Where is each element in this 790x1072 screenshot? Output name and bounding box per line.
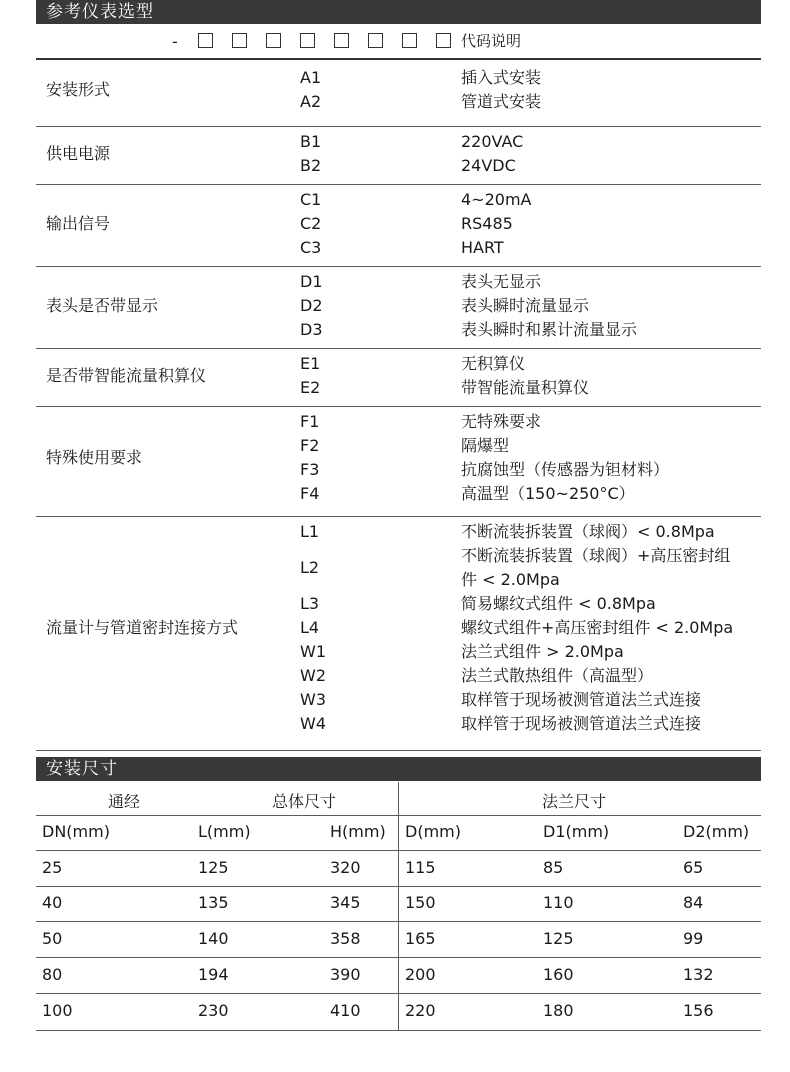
table-cell: 85 <box>543 858 564 877</box>
table-cell: 40 <box>42 893 63 912</box>
option-code: L3 <box>300 594 320 613</box>
option-description: 抗腐蚀型（传感器为钽材料） <box>461 460 670 479</box>
option-description: 法兰式散热组件（高温型） <box>461 666 654 685</box>
column-header: H(mm) <box>330 822 386 841</box>
option-code: L2 <box>300 558 320 577</box>
code-box <box>402 33 417 48</box>
option-code: W1 <box>300 642 326 661</box>
option-code: C3 <box>300 238 322 257</box>
option-description: 带智能流量积算仪 <box>461 378 590 397</box>
option-description: 隔爆型 <box>461 436 510 455</box>
group-divider <box>36 516 761 517</box>
code-header-label: 代码说明 <box>461 32 522 50</box>
table-cell: 200 <box>405 965 436 984</box>
option-description: 不断流装拆装置（球阀）< 0.8Mpa <box>461 522 715 541</box>
option-description: 不断流装拆装置（球阀）+高压密封组 <box>461 546 731 565</box>
table-cell: 65 <box>683 858 704 877</box>
table-cell: 390 <box>330 965 361 984</box>
table-cell: 50 <box>42 929 63 948</box>
option-code: B2 <box>300 156 322 175</box>
option-code: A1 <box>300 68 322 87</box>
option-description: 法兰式组件 > 2.0Mpa <box>461 642 624 661</box>
table-cell: 115 <box>405 858 436 877</box>
option-description: 取样管于现场被测管道法兰式连接 <box>461 690 702 709</box>
table-cell: 156 <box>683 1001 714 1020</box>
group-divider <box>36 126 761 127</box>
table-cell: 220 <box>405 1001 436 1020</box>
table-cell: 140 <box>198 929 229 948</box>
option-description: 简易螺纹式组件 < 0.8Mpa <box>461 594 656 613</box>
group-divider <box>36 348 761 349</box>
option-description: 220VAC <box>461 132 524 151</box>
table-cell: 80 <box>42 965 63 984</box>
code-box <box>232 33 247 48</box>
option-description: 取样管于现场被测管道法兰式连接 <box>461 714 702 733</box>
code-box <box>300 33 315 48</box>
column-header: DN(mm) <box>42 822 110 841</box>
table-cell: 84 <box>683 893 704 912</box>
option-description: 插入式安装 <box>461 68 542 87</box>
option-description: 4~20mA <box>461 190 532 209</box>
option-description: 24VDC <box>461 156 516 175</box>
option-description: 螺纹式组件+高压密封组件 < 2.0Mpa <box>461 618 734 637</box>
table-cell: 165 <box>405 929 436 948</box>
option-code: D3 <box>300 320 323 339</box>
category-label: 流量计与管道密封连接方式 <box>46 618 239 637</box>
option-code: L1 <box>300 522 320 541</box>
column-header: L(mm) <box>198 822 251 841</box>
table-cell: 150 <box>405 893 436 912</box>
option-description: 表头瞬时和累计流量显示 <box>461 320 638 339</box>
code-box <box>368 33 383 48</box>
option-code: L4 <box>300 618 320 637</box>
table-cell: 110 <box>543 893 574 912</box>
table-cell: 410 <box>330 1001 361 1020</box>
option-description: 无积算仪 <box>461 354 526 373</box>
group-header-dn: 通经 <box>108 792 141 811</box>
table-cell: 135 <box>198 893 229 912</box>
table-cell: 345 <box>330 893 361 912</box>
table-cell: 25 <box>42 858 63 877</box>
table-cell: 230 <box>198 1001 229 1020</box>
category-label: 表头是否带显示 <box>46 296 159 315</box>
table-cell: 358 <box>330 929 361 948</box>
table-cell: 100 <box>42 1001 73 1020</box>
section-header-selection <box>36 0 761 24</box>
column-header: D1(mm) <box>543 822 610 841</box>
option-code: E2 <box>300 378 321 397</box>
option-code: F1 <box>300 412 320 431</box>
table-cell: 99 <box>683 929 704 948</box>
option-code: F2 <box>300 436 320 455</box>
option-code: W4 <box>300 714 326 733</box>
code-prefix: - <box>172 32 178 51</box>
category-label: 安装形式 <box>46 80 111 99</box>
group-divider <box>36 406 761 407</box>
option-description: 表头无显示 <box>461 272 542 291</box>
code-box <box>436 33 451 48</box>
code-box <box>198 33 213 48</box>
column-divider <box>398 782 399 1030</box>
table-cell: 160 <box>543 965 574 984</box>
group-header-flange: 法兰尺寸 <box>542 792 607 811</box>
option-code: C1 <box>300 190 322 209</box>
option-code: C2 <box>300 214 322 233</box>
option-code: W3 <box>300 690 326 709</box>
section-title: 参考仪表选型 <box>46 2 154 22</box>
option-code: F3 <box>300 460 320 479</box>
option-code: E1 <box>300 354 321 373</box>
row-divider <box>36 1030 761 1031</box>
section-title: 安装尺寸 <box>46 759 118 779</box>
category-label: 供电电源 <box>46 144 111 163</box>
option-code: F4 <box>300 484 320 503</box>
option-description: 表头瞬时流量显示 <box>461 296 590 315</box>
group-divider <box>36 184 761 185</box>
option-code: D1 <box>300 272 323 291</box>
column-header: D(mm) <box>405 822 461 841</box>
option-description-continued: 件 < 2.0Mpa <box>461 570 560 589</box>
table-cell: 320 <box>330 858 361 877</box>
group-header-overall: 总体尺寸 <box>272 792 337 811</box>
group-divider <box>36 750 761 751</box>
table-cell: 132 <box>683 965 714 984</box>
option-description: HART <box>461 238 504 257</box>
table-cell: 125 <box>198 858 229 877</box>
option-code: B1 <box>300 132 322 151</box>
table-cell: 125 <box>543 929 574 948</box>
option-description: RS485 <box>461 214 513 233</box>
option-code: D2 <box>300 296 323 315</box>
category-label: 是否带智能流量积算仪 <box>46 366 207 385</box>
table-cell: 180 <box>543 1001 574 1020</box>
option-description: 高温型（150~250°C） <box>461 484 635 503</box>
category-label: 输出信号 <box>46 214 111 233</box>
divider <box>36 58 761 60</box>
code-box <box>334 33 349 48</box>
column-header: D2(mm) <box>683 822 750 841</box>
option-code: W2 <box>300 666 326 685</box>
option-code: A2 <box>300 92 322 111</box>
code-box <box>266 33 281 48</box>
group-divider <box>36 266 761 267</box>
option-description: 管道式安装 <box>461 92 542 111</box>
category-label: 特殊使用要求 <box>46 448 143 467</box>
table-cell: 194 <box>198 965 229 984</box>
option-description: 无特殊要求 <box>461 412 542 431</box>
section-header-dimensions <box>36 757 761 781</box>
